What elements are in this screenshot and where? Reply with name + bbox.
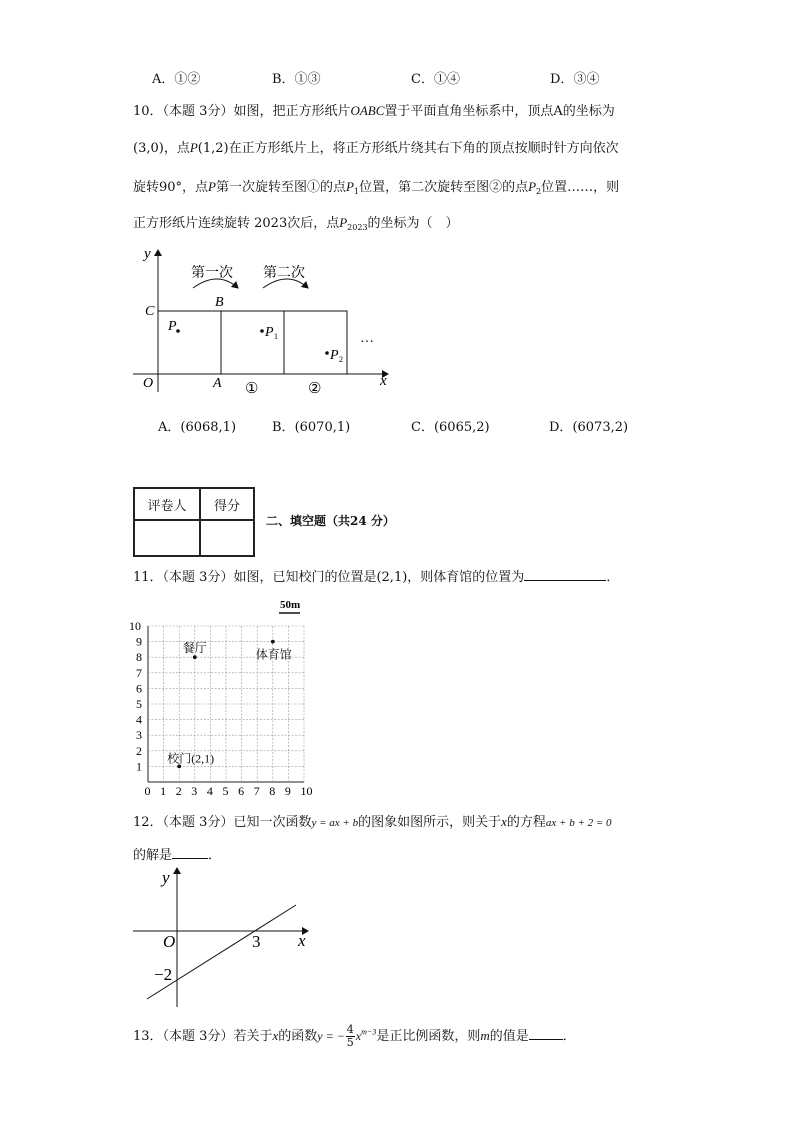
y-tick-label: 8 [136, 650, 142, 665]
text: 正方形纸片连续旋转 2023次后，点 [133, 216, 340, 231]
math-equation: ax + b + 2 = 0 [545, 817, 612, 829]
grid-point-label: 餐厅 [182, 641, 207, 656]
label-o: O [163, 932, 176, 951]
y-tick-label: 9 [136, 634, 142, 649]
option-text: (6073,2) [572, 420, 629, 435]
x-tick-label: 3 [191, 784, 198, 798]
label-y: y [144, 246, 151, 262]
label-y: y [162, 868, 170, 887]
option-letter: A． [158, 420, 181, 435]
label-y-intercept: −2 [154, 965, 173, 984]
square-2 [284, 311, 347, 374]
q9-option-b [272, 68, 321, 87]
text: 的解是 [133, 848, 173, 863]
point-p2 [325, 351, 329, 355]
q10-figure [130, 240, 400, 400]
score-box [133, 487, 255, 557]
option-letter: C． [411, 420, 434, 435]
score-cell [200, 520, 254, 556]
q9-option-d [550, 68, 599, 87]
math-a-coord: (3,0) [133, 141, 164, 156]
math-p1: P [346, 179, 354, 194]
label-ellipsis: … [360, 331, 375, 346]
label-p1: P [265, 325, 274, 340]
option-text: ①④ [433, 72, 460, 87]
answer-blank[interactable] [524, 568, 606, 581]
section-title: 二、填空题（共24 分） [266, 514, 395, 528]
math-p2: P [528, 179, 537, 194]
text: ． [562, 1029, 576, 1044]
text: 若关于 [233, 1029, 273, 1044]
label-b: B [215, 295, 224, 310]
text: 位置，第二次旋转至图②的点 [359, 180, 529, 195]
fraction [346, 1024, 355, 1049]
text: 是正比例函数，则 [376, 1029, 481, 1044]
subscript: 2023 [347, 223, 368, 232]
text: 如图，把正方形纸片 [233, 104, 351, 119]
math-oabc: OABC [350, 103, 385, 118]
text: 如图，已知校门的位置是 [233, 570, 377, 585]
q10-option-b [272, 416, 350, 435]
y-tick-label: 7 [136, 665, 142, 680]
x-tick-label: 1 [160, 784, 167, 798]
q10-option-d [549, 416, 628, 435]
option-letter: B． [272, 72, 295, 87]
question-score: （本题 3分） [162, 1029, 234, 1044]
question-number: 13． [133, 1029, 163, 1044]
text: 的图象如图所示，则关于 [358, 815, 502, 830]
grid-point-label: 校门(2,1) [167, 751, 215, 766]
q9-option-a [152, 68, 200, 87]
q10-option-a [158, 416, 236, 435]
x-tick-label: 8 [269, 784, 276, 798]
y-tick-label: 5 [136, 697, 142, 711]
option-letter: C． [411, 72, 434, 87]
option-letter: B． [272, 420, 295, 435]
label-p1-sub: 1 [274, 332, 278, 341]
math-y-eq: y = − [317, 1029, 345, 1043]
answer-blank[interactable] [529, 1027, 563, 1040]
question-number: 11． [133, 570, 163, 585]
text: ． [606, 570, 620, 585]
text: ． [208, 848, 222, 863]
grid-point-label: 体育馆 [255, 647, 292, 662]
q10-line-4 [133, 212, 459, 232]
label-x: x [380, 373, 387, 389]
q11-grid-figure [128, 594, 328, 804]
math-x: x [501, 814, 507, 829]
q12-graph [130, 862, 315, 1012]
math-p: P [189, 140, 198, 155]
text: 的值是 [489, 1029, 529, 1044]
grid-labels [129, 619, 313, 798]
scale-label: 50m [280, 599, 301, 611]
math-x: x [355, 1029, 362, 1043]
reviewer-header: 评卷人 [134, 488, 200, 520]
x-tick-label: 6 [238, 784, 245, 798]
subscript: 1 [353, 187, 360, 196]
score-header: 得分 [200, 488, 254, 520]
label-first: 第一次 [191, 266, 233, 281]
q13-line-1 [133, 1024, 576, 1049]
math-function: y = ax + b [311, 817, 359, 829]
label-x-intercept: 3 [252, 932, 261, 951]
q9-option-c [411, 68, 460, 87]
label-p2-sub: 2 [339, 355, 343, 364]
text: 已知一次函数 [233, 815, 312, 830]
text: 位置……，则 [541, 180, 620, 195]
math-p: P [208, 179, 216, 194]
option-letter: A． [152, 72, 175, 87]
q12-line-2 [133, 844, 221, 863]
text: 置于平面直角坐标系中，顶点A的坐标为 [384, 104, 615, 119]
label-c: C [145, 304, 155, 319]
grid-point [193, 655, 197, 659]
reviewer-cell [134, 520, 200, 556]
label-a: A [213, 376, 222, 391]
y-tick-label: 4 [136, 712, 142, 727]
text: 的坐标为（ ） [367, 216, 459, 231]
square-1 [221, 311, 284, 374]
question-score: （本题 3分） [162, 815, 234, 830]
label-circle-1: ① [245, 381, 259, 397]
question-number: 12． [133, 815, 163, 830]
x-tick-label: 5 [222, 784, 229, 798]
label-o: O [143, 376, 154, 391]
math-exponent: m−3 [361, 1027, 377, 1037]
option-text: ①③ [294, 72, 321, 87]
math-m: m [480, 1028, 490, 1043]
point-p1 [260, 329, 264, 333]
y-tick-label: 3 [136, 728, 142, 743]
option-text: (6065,2) [433, 420, 490, 435]
x-tick-label: 10 [300, 784, 313, 798]
point-p [176, 329, 180, 333]
x-tick-label: 0 [144, 784, 151, 798]
option-text: ①② [174, 72, 201, 87]
x-tick-label: 9 [284, 784, 291, 798]
math-p2023: P [339, 215, 348, 230]
fraction-numerator: 4 [346, 1023, 354, 1036]
question-score: （本题 3分） [162, 570, 234, 585]
option-text: (6068,1) [180, 420, 237, 435]
fraction-denominator: 5 [346, 1036, 354, 1049]
text: 第一次旋转至图①的点 [216, 180, 347, 195]
option-text: (6070,1) [294, 420, 351, 435]
y-tick-label: 1 [136, 759, 142, 774]
y-tick-label: 10 [129, 619, 141, 633]
label-x: x [298, 931, 306, 950]
question-score: （本题 3分） [162, 104, 234, 119]
q10-option-c [411, 416, 490, 435]
q10-line-1 [133, 100, 615, 119]
option-letter: D． [549, 420, 573, 435]
y-tick-label: 6 [136, 681, 142, 696]
label-p2: P [330, 348, 339, 363]
math-coord: (2,1) [376, 570, 408, 585]
function-line [147, 905, 296, 999]
math-p-coord: (1,2) [197, 141, 229, 156]
x-tick-label: 2 [175, 784, 182, 798]
q10-line-3 [133, 176, 619, 196]
option-letter: D． [550, 72, 574, 87]
text: ，点 [163, 141, 190, 156]
grid-point [271, 640, 275, 644]
y-tick-label: 2 [136, 743, 142, 758]
label-p: P [168, 319, 177, 334]
x-tick-label: 4 [206, 784, 213, 798]
text: 旋转90°，点 [133, 180, 209, 195]
option-text: ③④ [573, 72, 600, 87]
label-circle-2: ② [308, 381, 322, 397]
text: 的方程 [506, 815, 546, 830]
text: ，则体育馆的位置为 [407, 570, 525, 585]
q11-line-1 [133, 566, 619, 585]
answer-blank[interactable] [172, 846, 208, 859]
text: 的函数 [278, 1029, 318, 1044]
math-x: x [272, 1028, 279, 1043]
q10-line-2 [133, 137, 619, 156]
q12-line-1 [133, 811, 612, 830]
question-number: 10． [133, 104, 163, 119]
text: 在正方形纸片上，将正方形纸片绕其右下角的顶点按顺时针方向依次 [228, 141, 619, 156]
label-second: 第二次 [263, 266, 305, 281]
subscript: 2 [536, 187, 542, 196]
x-tick-label: 7 [253, 784, 260, 798]
